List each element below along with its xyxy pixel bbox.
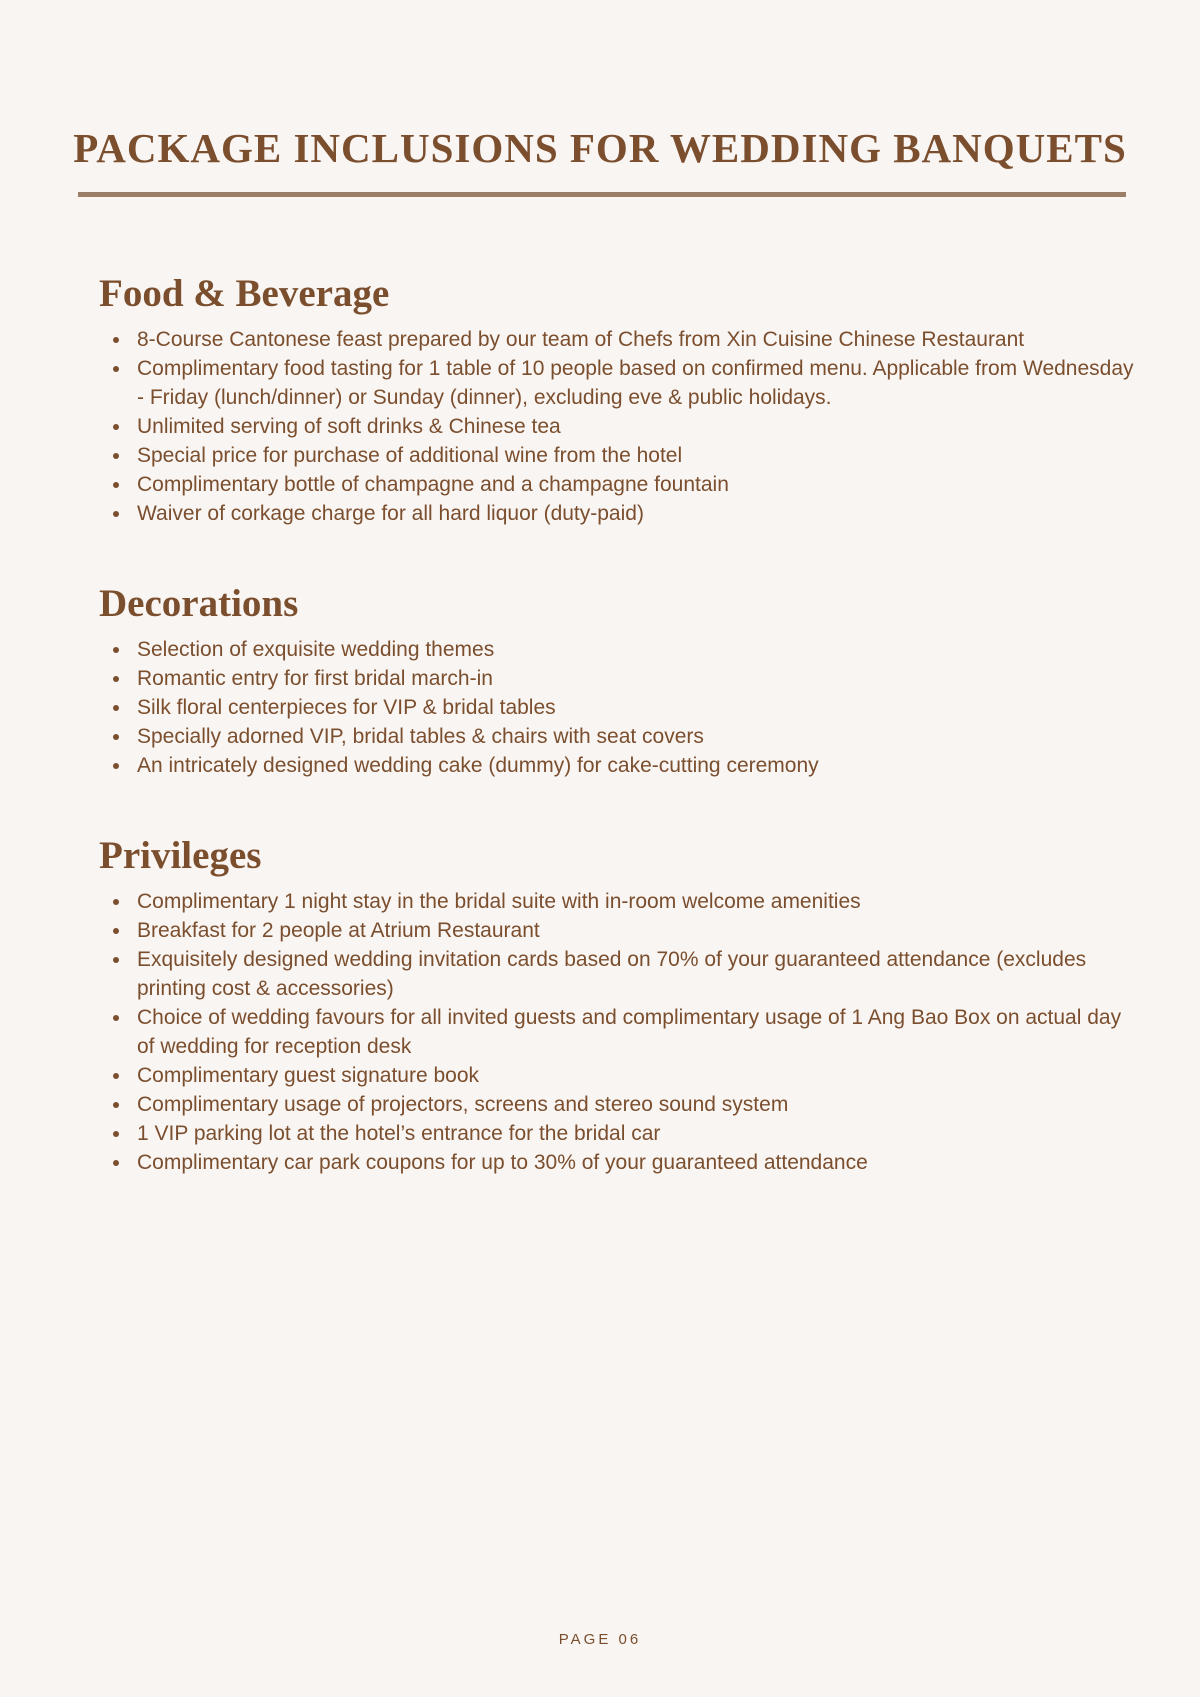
list-item bbox=[99, 664, 1139, 693]
privileges-list bbox=[99, 887, 1139, 1177]
list-item bbox=[99, 722, 1139, 751]
section-heading: Decorations bbox=[99, 582, 299, 625]
list-item-text: Complimentary car park coupons for up to 30% of your guaranteed attendance bbox=[137, 1150, 868, 1174]
list-item bbox=[99, 1061, 1139, 1090]
list-item bbox=[99, 887, 1139, 916]
list-item-text: Waiver of corkage charge for all hard liquor (duty-paid) bbox=[137, 501, 644, 525]
bullet-icon bbox=[113, 1160, 119, 1166]
bullet-icon bbox=[113, 482, 119, 488]
list-item bbox=[99, 354, 1139, 412]
bullet-icon bbox=[113, 1015, 119, 1021]
list-item-text: Unlimited serving of soft drinks & Chinese tea bbox=[137, 414, 561, 438]
list-item-text: Choice of wedding favours for all invited guests and complimentary usage of 1 Ang Bao Box on actual day of wedding for reception desk bbox=[137, 1005, 1122, 1058]
list-item bbox=[99, 412, 1139, 441]
decorations-list bbox=[99, 635, 1139, 780]
list-item bbox=[99, 1090, 1139, 1119]
bullet-icon bbox=[113, 957, 119, 963]
list-item bbox=[99, 1148, 1139, 1177]
list-item bbox=[99, 325, 1139, 354]
section-heading: Food & Beverage bbox=[99, 272, 390, 315]
list-item-text: Complimentary food tasting for 1 table of 10 people based on confirmed menu. Applicable from Wednesday - Friday (lunch/dinner) or Sunday (dinner), excluding eve & public holidays. bbox=[137, 356, 1134, 409]
list-item-text: Selection of exquisite wedding themes bbox=[137, 637, 495, 661]
bullet-icon bbox=[113, 1073, 119, 1079]
section-privileges bbox=[99, 834, 1139, 1177]
bullet-icon bbox=[113, 1131, 119, 1137]
bullet-icon bbox=[113, 337, 119, 343]
bullet-icon bbox=[113, 424, 119, 430]
list-item-text: Complimentary bottle of champagne and a champagne fountain bbox=[137, 472, 729, 496]
list-item-text: 1 VIP parking lot at the hotel’s entrance for the bridal car bbox=[137, 1121, 661, 1145]
bullet-icon bbox=[113, 734, 119, 740]
page-title: PACKAGE INCLUSIONS FOR WEDDING BANQUETS bbox=[73, 125, 1127, 171]
title-divider bbox=[78, 192, 1126, 197]
page-number: PAGE 06 bbox=[558, 1631, 642, 1648]
list-item bbox=[99, 635, 1139, 664]
section-decorations bbox=[99, 582, 1139, 780]
list-item-text: Complimentary guest signature book bbox=[137, 1063, 480, 1087]
list-item-text: Specially adorned VIP, bridal tables & chairs with seat covers bbox=[137, 724, 704, 748]
bullet-icon bbox=[113, 928, 119, 934]
list-item-text: Special price for purchase of additional wine from the hotel bbox=[137, 443, 683, 467]
bullet-icon bbox=[113, 366, 119, 372]
list-item-text: Breakfast for 2 people at Atrium Restaurant bbox=[137, 918, 540, 942]
bullet-icon bbox=[113, 453, 119, 459]
list-item bbox=[99, 916, 1139, 945]
food-beverage-list bbox=[99, 325, 1139, 528]
bullet-icon bbox=[113, 676, 119, 682]
section-heading: Privileges bbox=[99, 834, 262, 877]
list-item bbox=[99, 499, 1139, 528]
list-item-text: Romantic entry for first bridal march-in bbox=[137, 666, 493, 690]
list-item bbox=[99, 1119, 1139, 1148]
list-item-text: 8-Course Cantonese feast prepared by our team of Chefs from Xin Cuisine Chinese Restaurant bbox=[137, 327, 1025, 351]
list-item-text: Complimentary usage of projectors, screens and stereo sound system bbox=[137, 1092, 789, 1116]
list-item bbox=[99, 470, 1139, 499]
bullet-icon bbox=[113, 899, 119, 905]
section-food-beverage bbox=[99, 272, 1139, 528]
list-item bbox=[99, 693, 1139, 722]
list-item-text: Exquisitely designed wedding invitation cards based on 70% of your guaranteed attendance (excludes printing cost & accessories) bbox=[137, 947, 1087, 1000]
list-item-text: Complimentary 1 night stay in the bridal suite with in-room welcome amenities bbox=[137, 889, 861, 913]
bullet-icon bbox=[113, 647, 119, 653]
bullet-icon bbox=[113, 511, 119, 517]
list-item bbox=[99, 945, 1139, 1003]
list-item bbox=[99, 1003, 1139, 1061]
list-item bbox=[99, 751, 1139, 780]
list-item bbox=[99, 441, 1139, 470]
list-item-text: An intricately designed wedding cake (dummy) for cake-cutting ceremony bbox=[137, 753, 819, 777]
list-item-text: Silk floral centerpieces for VIP & bridal tables bbox=[137, 695, 556, 719]
bullet-icon bbox=[113, 763, 119, 769]
bullet-icon bbox=[113, 1102, 119, 1108]
bullet-icon bbox=[113, 705, 119, 711]
